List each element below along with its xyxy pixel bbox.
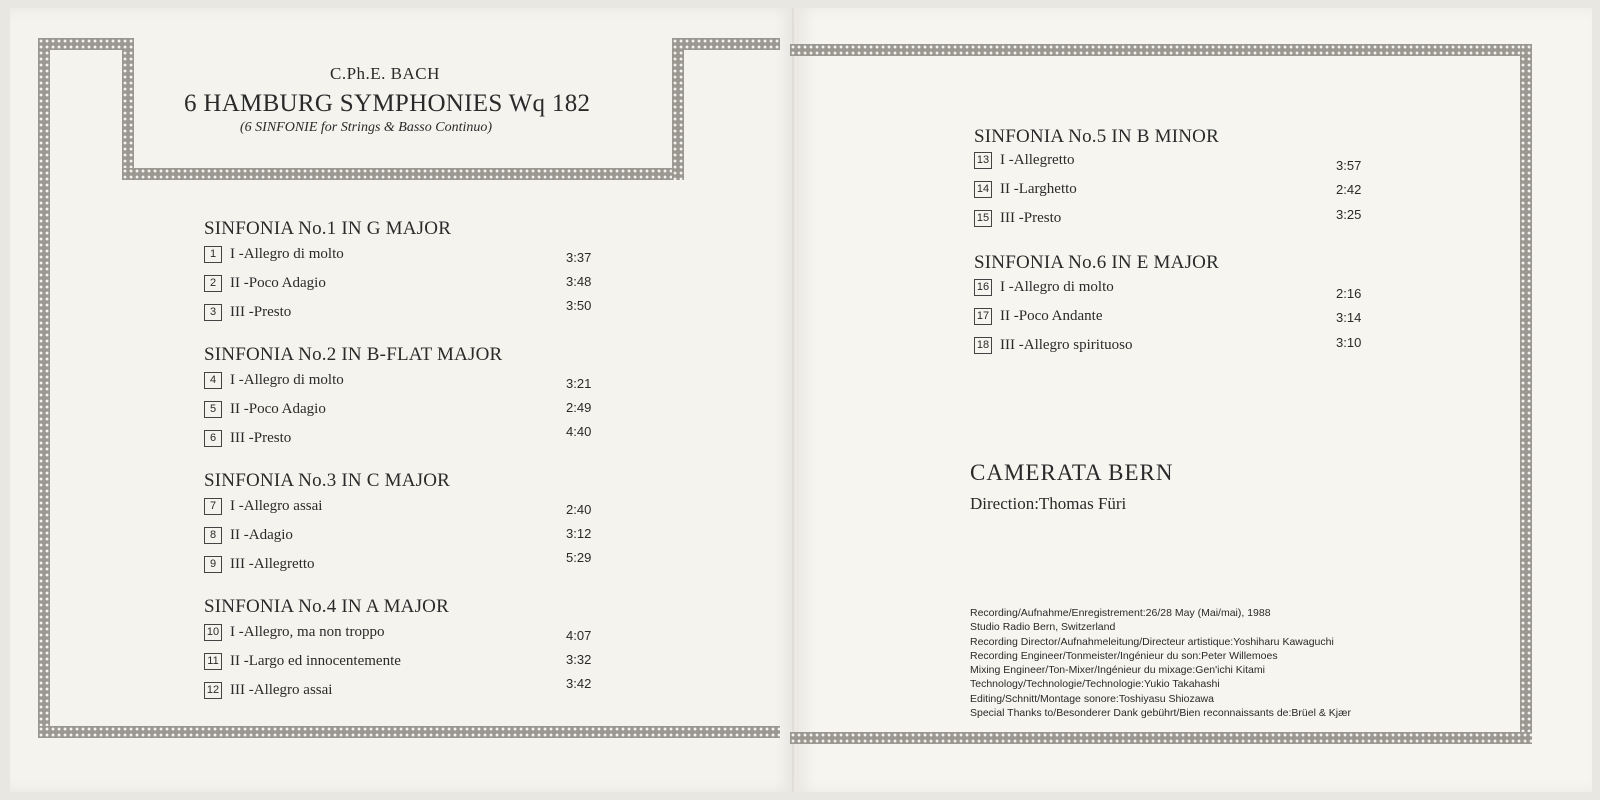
track-duration: 3:50 (566, 298, 592, 313)
track-title: III -Allegretto (230, 556, 315, 572)
ensemble-name: CAMERATA BERN (970, 460, 1174, 485)
track-duration: 2:49 (566, 400, 592, 415)
credit-line: Editing/Schnitt/Montage sonore:Toshiyasu Shiozawa (970, 692, 1214, 705)
track-duration: 3:48 (566, 274, 592, 289)
track-number: 1 (204, 246, 222, 263)
track-row (974, 152, 1075, 169)
sinfonia-heading: SINFONIA No.2 IN B-FLAT MAJOR (204, 344, 503, 365)
track-title: III -Allegro spirituoso (1000, 337, 1133, 353)
right-border-bottom (790, 732, 1532, 744)
track-duration: 2:42 (1336, 182, 1362, 197)
sinfonia-heading: SINFONIA No.4 IN A MAJOR (204, 596, 449, 617)
track-title: III -Presto (230, 304, 292, 320)
track-row (974, 308, 1102, 325)
track-number: 3 (204, 304, 222, 321)
track-title: III -Presto (230, 430, 292, 446)
left-border-bottom (38, 726, 780, 738)
track-row (204, 556, 315, 573)
track-title: I -Allegretto (1000, 152, 1075, 168)
track-duration: 3:14 (1336, 310, 1362, 325)
track-duration: 4:40 (566, 424, 592, 439)
title-frame-right (672, 38, 684, 180)
track-title: II -Largo ed innocentemente (230, 653, 401, 669)
track-number: 5 (204, 401, 222, 418)
track-number: 17 (974, 308, 992, 325)
credit-line: Recording Engineer/Tonmeister/Ingénieur du son:Peter Willemoes (970, 649, 1278, 662)
track-row (204, 682, 332, 699)
track-row (204, 401, 326, 418)
track-row (974, 337, 1132, 354)
track-row (974, 210, 1061, 227)
track-duration: 5:29 (566, 550, 592, 565)
track-number: 7 (204, 498, 222, 515)
track-number: 10 (204, 624, 222, 641)
title-frame-left (122, 38, 134, 180)
track-title: I -Allegro di molto (230, 372, 344, 388)
credit-line: Mixing Engineer/Ton-Mixer/Ingénieur du mixage:Gen'ichi Kitami (970, 664, 1265, 677)
track-title: III -Presto (1000, 210, 1062, 226)
track-title: II -Larghetto (1000, 181, 1077, 197)
track-number: 16 (974, 279, 992, 296)
track-duration: 3:37 (566, 250, 592, 265)
right-border-top (790, 44, 1532, 56)
sinfonia-heading: SINFONIA No.6 IN E MAJOR (974, 252, 1219, 273)
track-title: II -Poco Andante (1000, 308, 1103, 324)
conductor-credit: Direction:Thomas Füri (970, 494, 1127, 513)
left-border-top-short (38, 38, 134, 50)
track-title: I -Allegro, ma non troppo (230, 624, 385, 640)
track-duration: 3:25 (1336, 207, 1362, 222)
track-row (204, 246, 344, 263)
left-border-top-right (672, 38, 780, 50)
credit-line: Studio Radio Bern, Switzerland (970, 621, 1116, 634)
sinfonia-heading: SINFONIA No.5 IN B MINOR (974, 126, 1219, 147)
album-subtitle: (6 SINFONIE for Strings & Basso Continuo) (240, 120, 493, 135)
title-frame-bottom (122, 168, 684, 180)
track-number: 4 (204, 372, 222, 389)
track-title: II -Adagio (230, 527, 293, 543)
track-row (204, 304, 291, 321)
track-title: I -Allegro di molto (1000, 279, 1114, 295)
track-number: 12 (204, 682, 222, 699)
credit-line: Special Thanks to/Besonderer Dank gebührt/Bien reconnaissants de:Brüel & Kjær (970, 707, 1351, 720)
track-title: I -Allegro assai (230, 498, 323, 514)
track-duration: 3:12 (566, 526, 592, 541)
track-number: 11 (204, 653, 222, 670)
track-duration: 3:21 (566, 376, 592, 391)
credit-line: Recording/Aufnahme/Enregistrement:26/28 May (Mai/mai), 1988 (970, 607, 1271, 619)
track-duration: 3:32 (566, 652, 592, 667)
sinfonia-heading: SINFONIA No.1 IN G MAJOR (204, 218, 452, 239)
recording-credits (970, 606, 1530, 720)
track-duration: 3:57 (1336, 158, 1362, 173)
composer-name: C.Ph.E. BACH (330, 64, 440, 83)
track-number: 2 (204, 275, 222, 292)
track-title: III -Allegro assai (230, 682, 333, 698)
track-number: 15 (974, 210, 992, 227)
track-duration: 2:40 (566, 502, 592, 517)
track-number: 13 (974, 152, 992, 169)
track-duration: 2:16 (1336, 286, 1362, 301)
sinfonia-heading: SINFONIA No.3 IN C MAJOR (204, 470, 451, 491)
track-row (204, 498, 322, 515)
track-duration: 3:42 (566, 676, 592, 691)
track-row (974, 181, 1077, 198)
track-title: II -Poco Adagio (230, 275, 326, 291)
track-row (974, 279, 1114, 296)
track-row (204, 430, 291, 447)
track-duration: 3:10 (1336, 335, 1362, 350)
track-row (204, 372, 344, 389)
track-number: 9 (204, 556, 222, 573)
credit-line: Recording Director/Aufnahmeleitung/Directeur artistique:Yoshiharu Kawaguchi (970, 635, 1334, 648)
track-row (204, 653, 401, 670)
track-number: 14 (974, 181, 992, 198)
credit-line: Technology/Technologie/Technologie:Yukio Takahashi (970, 678, 1220, 691)
track-duration: 4:07 (566, 628, 592, 643)
track-number: 8 (204, 527, 222, 544)
album-title: 6 HAMBURG SYMPHONIES Wq 182 (184, 90, 591, 117)
track-number: 18 (974, 337, 992, 354)
left-border-left (38, 38, 50, 738)
track-row (204, 275, 326, 292)
track-row (204, 624, 385, 641)
track-title: I -Allegro di molto (230, 246, 344, 262)
track-row (204, 527, 293, 544)
track-title: II -Poco Adagio (230, 401, 326, 417)
track-number: 6 (204, 430, 222, 447)
